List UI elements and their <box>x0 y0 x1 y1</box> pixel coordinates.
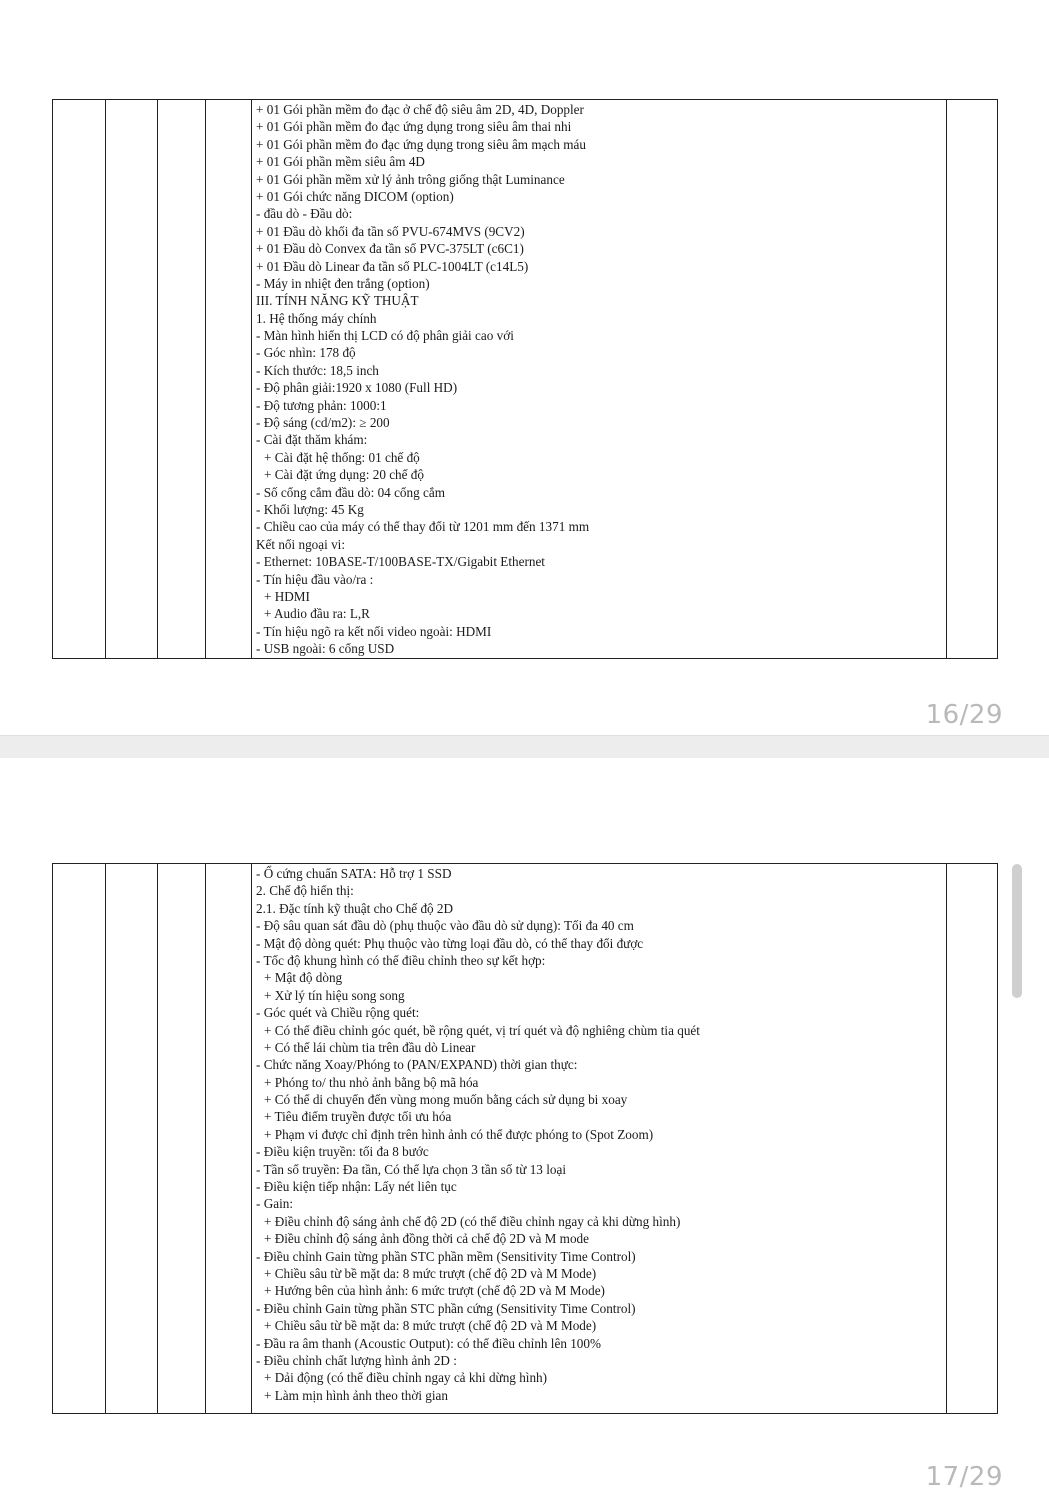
spec-line: - Điều chỉnh chất lượng hình ảnh 2D : <box>256 1352 457 1368</box>
table-cell-empty <box>206 864 252 1414</box>
spec-line: - Tốc độ khung hình có thể điều chỉnh theo sự kết hợp: <box>256 952 546 968</box>
spec-line: + HDMI <box>264 588 310 604</box>
spec-line: Kết nối ngoại vi: <box>256 536 346 552</box>
spec-line: + 01 Đầu dò Convex đa tần số PVC-375LT (c6C1) <box>256 241 524 257</box>
table-cell-empty <box>206 100 252 659</box>
spec-line: - Góc quét và Chiều rộng quét: <box>256 1005 420 1021</box>
spec-line: - Cài đặt thăm khám: <box>256 432 368 448</box>
spec-line: + 01 Gói chức năng DICOM (option) <box>256 188 454 204</box>
spec-line: + Hướng bên của hình ảnh: 6 mức trượt (chế độ 2D và M Mode) <box>264 1283 605 1299</box>
page-separator <box>0 735 1049 760</box>
table-cell-stt <box>53 100 106 659</box>
table-cell-empty <box>947 100 998 659</box>
spec-line: + Tiêu điểm truyền được tối ưu hóa <box>264 1109 452 1125</box>
spec-line: - Độ phân giải:1920 x 1080 (Full HD) <box>256 380 458 396</box>
table-cell-empty <box>158 864 206 1414</box>
table-cell-empty <box>947 864 998 1414</box>
table-cell-stt <box>53 864 106 1414</box>
spec-content-cell <box>252 864 947 1414</box>
spec-lines <box>256 101 946 658</box>
spec-lines <box>256 865 946 1404</box>
spec-line: - Máy in nhiệt đen trắng (option) <box>256 275 430 291</box>
spec-line: - Điều chỉnh Gain từng phần STC phần mềm (Sensitivity Time Control) <box>256 1248 636 1264</box>
spec-line: - Số cổng cắm đầu dò: 04 cổng cắm <box>256 484 445 500</box>
spec-line: - Chức năng Xoay/Phóng to (PAN/EXPAND) thời gian thực: <box>256 1057 578 1073</box>
spec-line: - Tần số truyền: Đa tần, Có thể lựa chọn 3 tần số từ 13 loại <box>256 1161 566 1177</box>
spec-line: - Ổ cứng chuẩn SATA: Hỗ trợ 1 SSD <box>256 866 452 881</box>
spec-line: - Điều kiện truyền: tối đa 8 bước <box>256 1144 429 1160</box>
spec-content-cell <box>252 100 947 659</box>
spec-line: 2.1. Đặc tính kỹ thuật cho Chế độ 2D <box>256 900 454 916</box>
spec-line: + Dải động (có thể điều chỉnh ngay cả khi dừng hình) <box>264 1370 548 1386</box>
spec-line: - Gain: <box>256 1196 293 1212</box>
spec-line: + Phóng to/ thu nhỏ ảnh bằng bộ mã hóa <box>264 1074 479 1090</box>
spec-line: - Màn hình hiển thị LCD có độ phân giải cao với <box>256 328 514 344</box>
spec-line: - Độ tương phản: 1000:1 <box>256 397 387 413</box>
spec-line: + Điều chỉnh độ sáng ảnh đồng thời cả chế độ 2D và M mode <box>264 1231 589 1247</box>
spec-line: + Cài đặt ứng dụng: 20 chế độ <box>264 467 424 483</box>
spec-line: III. TÍNH NĂNG KỸ THUẬT <box>256 293 419 309</box>
spec-line: + Mật độ dòng <box>264 970 343 986</box>
spec-line: + 01 Đầu dò Linear đa tần số PLC-1004LT (c14L5) <box>256 258 529 274</box>
spec-line: 2. Chế độ hiển thị: <box>256 883 354 899</box>
spec-line: - USB ngoài: 6 cổng USD <box>256 641 395 657</box>
table-cell-empty <box>158 100 206 659</box>
spec-line: + Cài đặt hệ thống: 01 chế độ <box>264 449 420 465</box>
scrollbar-thumb[interactable] <box>1012 864 1022 998</box>
spec-line: + 01 Gói phần mềm đo đạc ứng dụng trong siêu âm mạch máu <box>256 136 586 152</box>
page-number: 16/29 <box>925 700 1003 730</box>
spec-line: - Độ sáng (cd/m2): ≥ 200 <box>256 415 390 431</box>
document-page-17 <box>0 758 1049 1500</box>
spec-table <box>52 863 998 1414</box>
spec-line: - Tín hiệu ngõ ra kết nối video ngoài: HDMI <box>256 623 492 639</box>
spec-line: + 01 Gói phần mềm siêu âm 4D <box>256 154 425 170</box>
spec-line: + Xử lý tín hiệu song song <box>264 987 405 1003</box>
page-number: 17/29 <box>925 1462 1003 1492</box>
spec-line: + Làm mịn hình ảnh theo thời gian <box>264 1387 448 1403</box>
spec-line: - Điều chỉnh Gain từng phần STC phần cứng (Sensitivity Time Control) <box>256 1300 636 1316</box>
spec-line: - Tín hiệu đầu vào/ra : <box>256 571 374 587</box>
spec-line: + 01 Gói phần mềm đo đạc ở chế độ siêu âm 2D, 4D, Doppler <box>256 102 584 117</box>
spec-line: + 01 Gói phần mềm đo đạc ứng dụng trong siêu âm thai nhi <box>256 119 572 135</box>
spec-line: - Điều kiện tiếp nhận: Lấy nét liên tục <box>256 1179 457 1195</box>
spec-line: + 01 Gói phần mềm xử lý ảnh trông giống thật Luminance <box>256 171 565 187</box>
table-cell-empty <box>106 864 158 1414</box>
spec-line: - Khối lượng: 45 Kg <box>256 501 364 517</box>
spec-table <box>52 99 998 659</box>
spec-line: + Điều chỉnh độ sáng ảnh chế độ 2D (có thể điều chỉnh ngay cả khi dừng hình) <box>264 1213 681 1229</box>
spec-line: 1. Hệ thống máy chính <box>256 310 377 326</box>
spec-line: - Độ sâu quan sát đầu dò (phụ thuộc vào đầu dò sử dụng): Tối đa 40 cm <box>256 918 634 934</box>
spec-line: - Kích thước: 18,5 inch <box>256 362 379 378</box>
spec-line: - Đầu ra âm thanh (Acoustic Output): có thể điều chỉnh lên 100% <box>256 1335 601 1351</box>
spec-line: - Chiều cao của máy có thể thay đổi từ 1201 mm đến 1371 mm <box>256 519 590 535</box>
spec-line: - Mật độ dòng quét: Phụ thuộc vào từng loại đầu dò, có thể thay đổi được <box>256 935 644 951</box>
spec-line: - Góc nhìn: 178 độ <box>256 345 356 361</box>
spec-line: + Phạm vi được chỉ định trên hình ảnh có thể được phóng to (Spot Zoom) <box>264 1126 654 1142</box>
spec-line: + Có thể lái chùm tia trên đầu dò Linear <box>264 1039 476 1055</box>
spec-line: + Có thể di chuyển đến vùng mong muốn bằng cách sử dụng bi xoay <box>264 1092 628 1108</box>
spec-line: + Audio đầu ra: L,R <box>264 606 370 622</box>
document-page-16 <box>0 0 1049 735</box>
spec-line: + Có thể điều chỉnh góc quét, bề rộng quét, vị trí quét và độ nghiêng chùm tia quét <box>264 1022 700 1038</box>
spec-line: + Chiều sâu từ bề mặt da: 8 mức trượt (chế độ 2D và M Mode) <box>264 1318 597 1334</box>
table-cell-empty <box>106 100 158 659</box>
spec-line: + Chiều sâu từ bề mặt da: 8 mức trượt (chế độ 2D và M Mode) <box>264 1265 597 1281</box>
spec-line: + 01 Đầu dò khối đa tần số PVU-674MVS (9CV2) <box>256 223 525 239</box>
spec-line: - đầu dò - Đầu dò: <box>256 206 353 222</box>
spec-line: - Ethernet: 10BASE-T/100BASE-TX/Gigabit Ethernet <box>256 554 545 570</box>
